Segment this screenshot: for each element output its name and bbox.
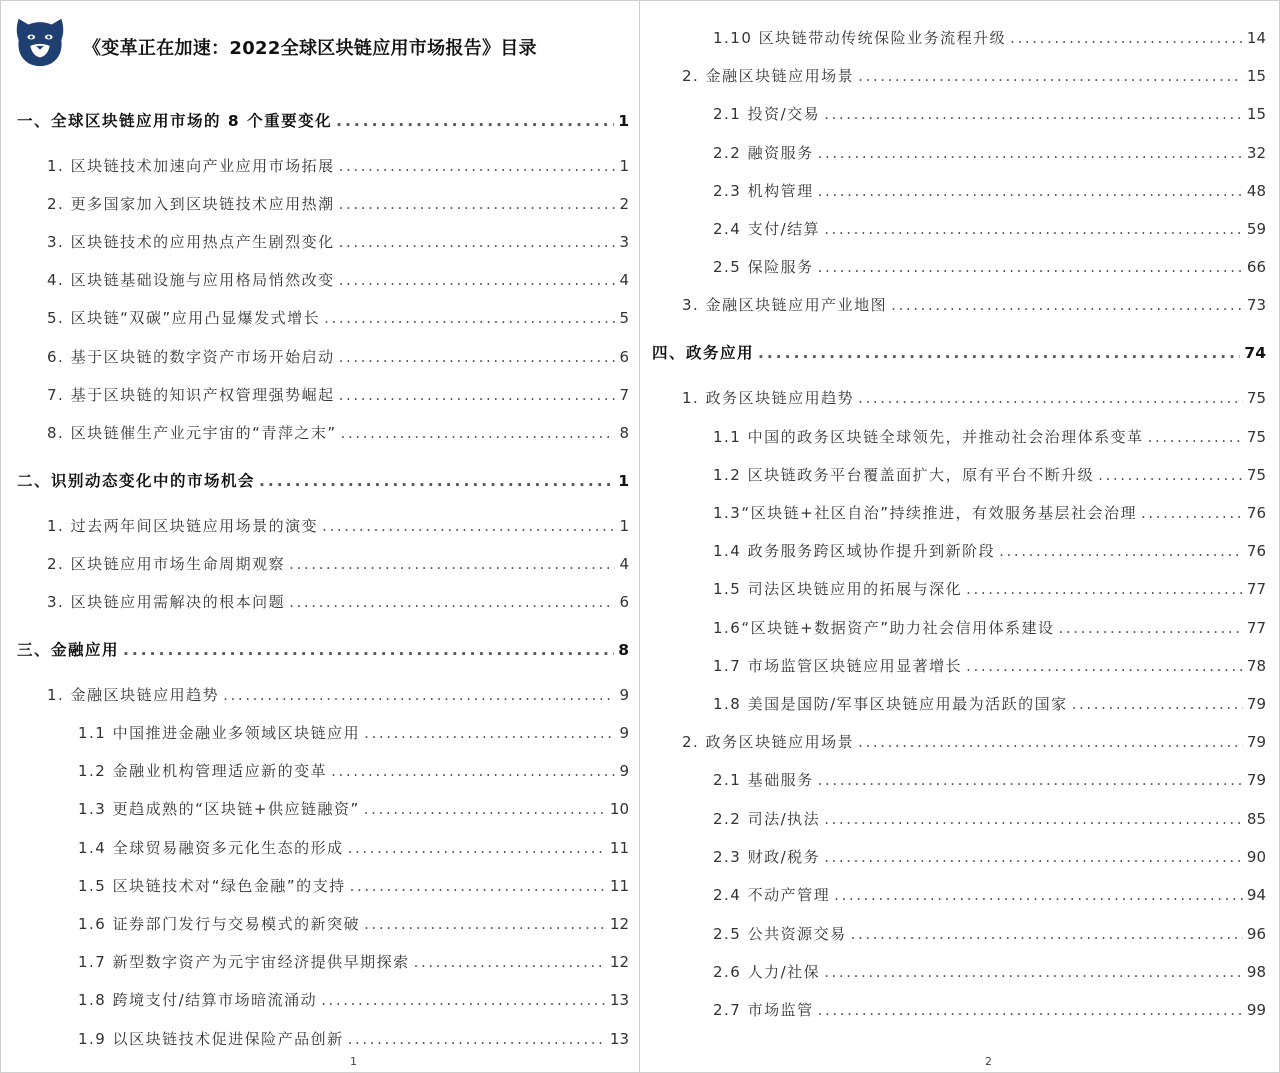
dot-leader: [324, 309, 615, 327]
toc-section-entry: [47, 346, 629, 367]
toc-entry-label: 1.1 中国推进金融业多领域区块链应用: [78, 724, 361, 742]
toc-section-entry: [713, 617, 1266, 638]
toc-entry-label: 1.6“区块链+数据资产”助力社会信用体系建设: [713, 619, 1055, 637]
toc-section-entry: [47, 384, 629, 405]
toc-entry-label: 1.7 市场监管区块链应用显著增长: [713, 657, 963, 675]
toc-entry-label: 2.1 投资/交易: [713, 105, 821, 123]
dot-leader: [966, 657, 1243, 675]
toc-section-entry: [47, 155, 629, 176]
dot-leader: [348, 839, 606, 857]
toc-entry-page-number: 90: [1246, 848, 1266, 866]
toc-section-entry: [47, 193, 629, 214]
toc-entry-page-number: 5: [619, 309, 629, 327]
toc-entry-page-number: 10: [609, 800, 629, 818]
toc-entry-page-number: 1: [618, 472, 629, 490]
toc-entry-label: 2.2 融资服务: [713, 144, 814, 162]
toc-entry-label: 2. 更多国家加入到区块链技术应用热潮: [47, 195, 335, 213]
toc-entry-label: 1.10 区块链带动传统保险业务流程升级: [713, 29, 1007, 47]
dot-leader: [364, 915, 606, 933]
toc-section-entry: [713, 426, 1266, 447]
toc-section-entry: [713, 693, 1266, 714]
toc-entry-label: 2. 区块链应用市场生命周期观察: [47, 555, 286, 573]
dot-leader: [824, 220, 1243, 238]
toc-section-entry: [47, 231, 629, 252]
toc-entry-page-number: 8: [619, 424, 629, 442]
toc-section-entry: [682, 65, 1266, 86]
dot-leader: [339, 195, 616, 213]
toc-entry-page-number: 59: [1246, 220, 1266, 238]
toc-entry-page-number: 15: [1246, 67, 1266, 85]
toc-section-entry: [47, 684, 629, 705]
toc-section-entry: [78, 875, 629, 896]
toc-entry-page-number: 76: [1246, 504, 1266, 522]
toc-section-entry: [47, 269, 629, 290]
toc-entry-page-number: 1: [619, 157, 629, 175]
toc-entry-page-number: 6: [619, 593, 629, 611]
dot-leader: [858, 67, 1243, 85]
toc-entry-page-number: 74: [1244, 344, 1266, 362]
dot-leader: [1141, 504, 1243, 522]
toc-entry-page-number: 2: [619, 195, 629, 213]
toc-entry-page-number: 12: [609, 953, 629, 971]
toc-entry-label: 2.6 人力/社保: [713, 963, 821, 981]
toc-entry-label: 1.8 美国是国防/军事区块链应用最为活跃的国家: [713, 695, 1068, 713]
dot-leader: [348, 1030, 606, 1048]
dot-leader: [891, 296, 1243, 314]
toc-entry-label: 1.5 区块链技术对“绿色金融”的支持: [78, 877, 346, 895]
toc-entry-page-number: 11: [609, 877, 629, 895]
dot-leader: [339, 386, 616, 404]
dot-leader: [322, 517, 615, 535]
toc-entry-label: 2.2 司法/执法: [713, 810, 821, 828]
toc-section-entry: [713, 142, 1266, 163]
dot-leader: [858, 733, 1243, 751]
toc-entry-page-number: 75: [1246, 389, 1266, 407]
toc-entry-label: 1.6 证券部门发行与交易模式的新突破: [78, 915, 361, 933]
toc-entry-label: 2. 政务区块链应用场景: [682, 733, 855, 751]
toc-entry-label: 二、识别动态变化中的市场机会: [17, 472, 256, 490]
toc-entry-label: 3. 金融区块链应用产业地图: [682, 296, 888, 314]
dot-leader: [858, 389, 1243, 407]
toc-section-entry: [47, 422, 629, 443]
toc-section-entry: [713, 502, 1266, 523]
toc-section-entry: [713, 769, 1266, 790]
dot-leader: [818, 1001, 1243, 1019]
dot-leader: [1058, 619, 1242, 637]
toc-entry-page-number: 85: [1246, 810, 1266, 828]
toc-section-entry: [78, 989, 629, 1010]
dot-leader: [364, 724, 615, 742]
toc-entry-label: 2.3 财政/税务: [713, 848, 821, 866]
toc-entry-page-number: 75: [1246, 466, 1266, 484]
dot-leader: [818, 144, 1243, 162]
toc-section-entry: [682, 294, 1266, 315]
toc-entry-label: 2.5 公共资源交易: [713, 925, 847, 943]
dot-leader: [818, 182, 1243, 200]
toc-entry-page-number: 98: [1246, 963, 1266, 981]
toc-page-2: [640, 0, 1280, 1073]
toc-section-entry: [713, 846, 1266, 867]
toc-entry-page-number: 66: [1246, 258, 1266, 276]
toc-entry-page-number: 76: [1246, 542, 1266, 560]
toc-entry-label: 2.1 基础服务: [713, 771, 814, 789]
dot-leader: [1148, 428, 1243, 446]
dot-leader: [1072, 695, 1243, 713]
toc-section-entry: [78, 1028, 629, 1049]
toc-entry-page-number: 15: [1246, 105, 1266, 123]
toc-entry-label: 1.1 中国的政务区块链全球领先，并推动社会治理体系变革: [713, 428, 1144, 446]
dot-leader: [341, 424, 616, 442]
toc-section-entry: [78, 913, 629, 934]
toc-entry-page-number: 4: [619, 271, 629, 289]
toc-entry-label: 三、金融应用: [17, 641, 120, 659]
toc-entry-label: 一、全球区块链应用市场的 8 个重要变化: [17, 112, 333, 130]
toc-entry-page-number: 79: [1246, 695, 1266, 713]
toc-chapter-entry: [17, 109, 629, 131]
toc-entry-page-number: 3: [619, 233, 629, 251]
toc-entry-label: 1.2 区块链政务平台覆盖面扩大，原有平台不断升级: [713, 466, 1095, 484]
toc-section-entry: [713, 27, 1266, 48]
dot-leader: [339, 271, 616, 289]
toc-section-entry: [78, 837, 629, 858]
toc-entry-page-number: 6: [619, 348, 629, 366]
dot-leader: [223, 686, 615, 704]
toc-entry-label: 1.2 金融业机构管理适应新的变革: [78, 762, 328, 780]
toc-entry-page-number: 9: [619, 724, 629, 742]
toc-entry-page-number: 7: [619, 386, 629, 404]
toc-section-entry: [78, 760, 629, 781]
dot-leader: [321, 991, 606, 1009]
toc-section-entry: [47, 553, 629, 574]
toc-entry-page-number: 4: [619, 555, 629, 573]
toc-section-entry: [47, 591, 629, 612]
toc-section-entry: [78, 798, 629, 819]
toc-section-entry: [682, 731, 1266, 752]
panther-head-logo: [9, 9, 71, 71]
toc-entry-label: 2.4 支付/结算: [713, 220, 821, 238]
toc-entry-label: 2.3 机构管理: [713, 182, 814, 200]
page-number-footer: 1: [350, 1055, 357, 1068]
toc-entry-label: 7. 基于区块链的知识产权管理强势崛起: [47, 386, 335, 404]
toc-entry-page-number: 77: [1246, 580, 1266, 598]
dot-leader: [259, 472, 614, 490]
toc-entry-label: 4. 区块链基础设施与应用格局悄然改变: [47, 271, 335, 289]
toc-entry-label: 1.3“区块链+社区自治”持续推进，有效服务基层社会治理: [713, 504, 1137, 522]
dot-leader: [824, 105, 1243, 123]
toc-entry-label: 1.7 新型数字资产为元宇宙经济提供早期探索: [78, 953, 410, 971]
dot-leader: [824, 848, 1243, 866]
toc-section-entry: [713, 464, 1266, 485]
toc-entry-label: 2.5 保险服务: [713, 258, 814, 276]
toc-entry-label: 1. 过去两年间区块链应用场景的演变: [47, 517, 319, 535]
dot-leader: [339, 233, 616, 251]
page-number-footer: 2: [985, 1055, 992, 1068]
dot-leader: [966, 580, 1243, 598]
toc-entry-page-number: 11: [609, 839, 629, 857]
toc-entry-page-number: 8: [618, 641, 629, 659]
toc-entry-label: 8. 区块链催生产业元宇宙的“青萍之末”: [47, 424, 337, 442]
toc-entry-page-number: 94: [1246, 886, 1266, 904]
dot-leader: [289, 555, 615, 573]
dot-leader: [350, 877, 606, 895]
document-title: 《变革正在加速：2022全球区块链应用市场报告》目录: [83, 38, 537, 59]
toc-entry-page-number: 14: [1246, 29, 1266, 47]
dot-leader: [834, 886, 1243, 904]
toc-entry-page-number: 32: [1246, 144, 1266, 162]
toc-entry-page-number: 78: [1246, 657, 1266, 675]
dot-leader: [364, 800, 606, 818]
toc-section-entry: [713, 923, 1266, 944]
toc-entry-label: 3. 区块链技术的应用热点产生剧烈变化: [47, 233, 335, 251]
toc-entry-label: 1.8 跨境支付/结算市场暗流涌动: [78, 991, 318, 1009]
toc-entry-page-number: 1: [618, 112, 629, 130]
toc-entry-page-number: 79: [1246, 771, 1266, 789]
toc-entry-page-number: 73: [1246, 296, 1266, 314]
toc-entry-label: 3. 区块链应用需解决的根本问题: [47, 593, 286, 611]
dot-leader: [818, 258, 1243, 276]
toc-entry-page-number: 79: [1246, 733, 1266, 751]
toc-entry-page-number: 77: [1246, 619, 1266, 637]
toc-entry-label: 1.5 司法区块链应用的拓展与深化: [713, 580, 963, 598]
dot-leader: [336, 112, 614, 130]
dot-leader: [331, 762, 615, 780]
toc-entry-label: 2.4 不动产管理: [713, 886, 831, 904]
dot-leader: [414, 953, 606, 971]
toc-entry-page-number: 96: [1246, 925, 1266, 943]
toc-entry-page-number: 13: [609, 1030, 629, 1048]
toc-section-entry: [713, 884, 1266, 905]
toc-entry-label: 1.9 以区块链技术促进保险产品创新: [78, 1030, 344, 1048]
toc-entry-page-number: 1: [619, 517, 629, 535]
dot-leader: [123, 641, 614, 659]
dot-leader: [339, 348, 616, 366]
dot-leader: [999, 542, 1243, 560]
toc-chapter-entry: [17, 638, 629, 660]
dot-leader: [1098, 466, 1243, 484]
toc-section-entry: [713, 103, 1266, 124]
dot-leader: [758, 344, 1240, 362]
toc-entry-label: 5. 区块链“双碳”应用凸显爆发式增长: [47, 309, 321, 327]
toc-entry-label: 1. 区块链技术加速向产业应用市场拓展: [47, 157, 335, 175]
toc-section-entry: [713, 180, 1266, 201]
toc-entry-page-number: 9: [619, 762, 629, 780]
toc-section-entry: [713, 999, 1266, 1020]
toc-section-entry: [713, 218, 1266, 239]
toc-entry-label: 6. 基于区块链的数字资产市场开始启动: [47, 348, 335, 366]
toc-section-entry: [78, 951, 629, 972]
toc-section-entry: [682, 387, 1266, 408]
toc-section-entry: [713, 540, 1266, 561]
toc-entry-page-number: 13: [609, 991, 629, 1009]
dot-leader: [289, 593, 615, 611]
toc-entry-page-number: 9: [619, 686, 629, 704]
toc-section-entry: [47, 307, 629, 328]
toc-entry-page-number: 75: [1246, 428, 1266, 446]
dot-leader: [339, 157, 616, 175]
dot-leader: [851, 925, 1243, 943]
toc-section-entry: [713, 655, 1266, 676]
toc-entry-label: 1.4 政务服务跨区域协作提升到新阶段: [713, 542, 996, 560]
dot-leader: [824, 963, 1243, 981]
toc-chapter-entry: [652, 341, 1266, 363]
dot-leader: [1010, 29, 1243, 47]
toc-entry-label: 1.4 全球贸易融资多元化生态的形成: [78, 839, 344, 857]
toc-section-entry: [713, 808, 1266, 829]
toc-section-entry: [78, 722, 629, 743]
toc-section-entry: [47, 515, 629, 536]
toc-section-entry: [713, 578, 1266, 599]
dot-leader: [824, 810, 1243, 828]
toc-chapter-entry: [17, 469, 629, 491]
dot-leader: [818, 771, 1243, 789]
toc-entry-label: 1.3 更趋成熟的“区块链+供应链融资”: [78, 800, 360, 818]
toc-section-entry: [713, 961, 1266, 982]
toc-entry-page-number: 12: [609, 915, 629, 933]
toc-section-entry: [713, 256, 1266, 277]
toc-entry-page-number: 99: [1246, 1001, 1266, 1019]
toc-entry-label: 1. 政务区块链应用趋势: [682, 389, 855, 407]
toc-entry-label: 四、政务应用: [652, 344, 755, 362]
toc-entry-label: 2.7 市场监管: [713, 1001, 814, 1019]
toc-entry-page-number: 48: [1246, 182, 1266, 200]
toc-entry-label: 1. 金融区块链应用趋势: [47, 686, 220, 704]
toc-entry-label: 2. 金融区块链应用场景: [682, 67, 855, 85]
